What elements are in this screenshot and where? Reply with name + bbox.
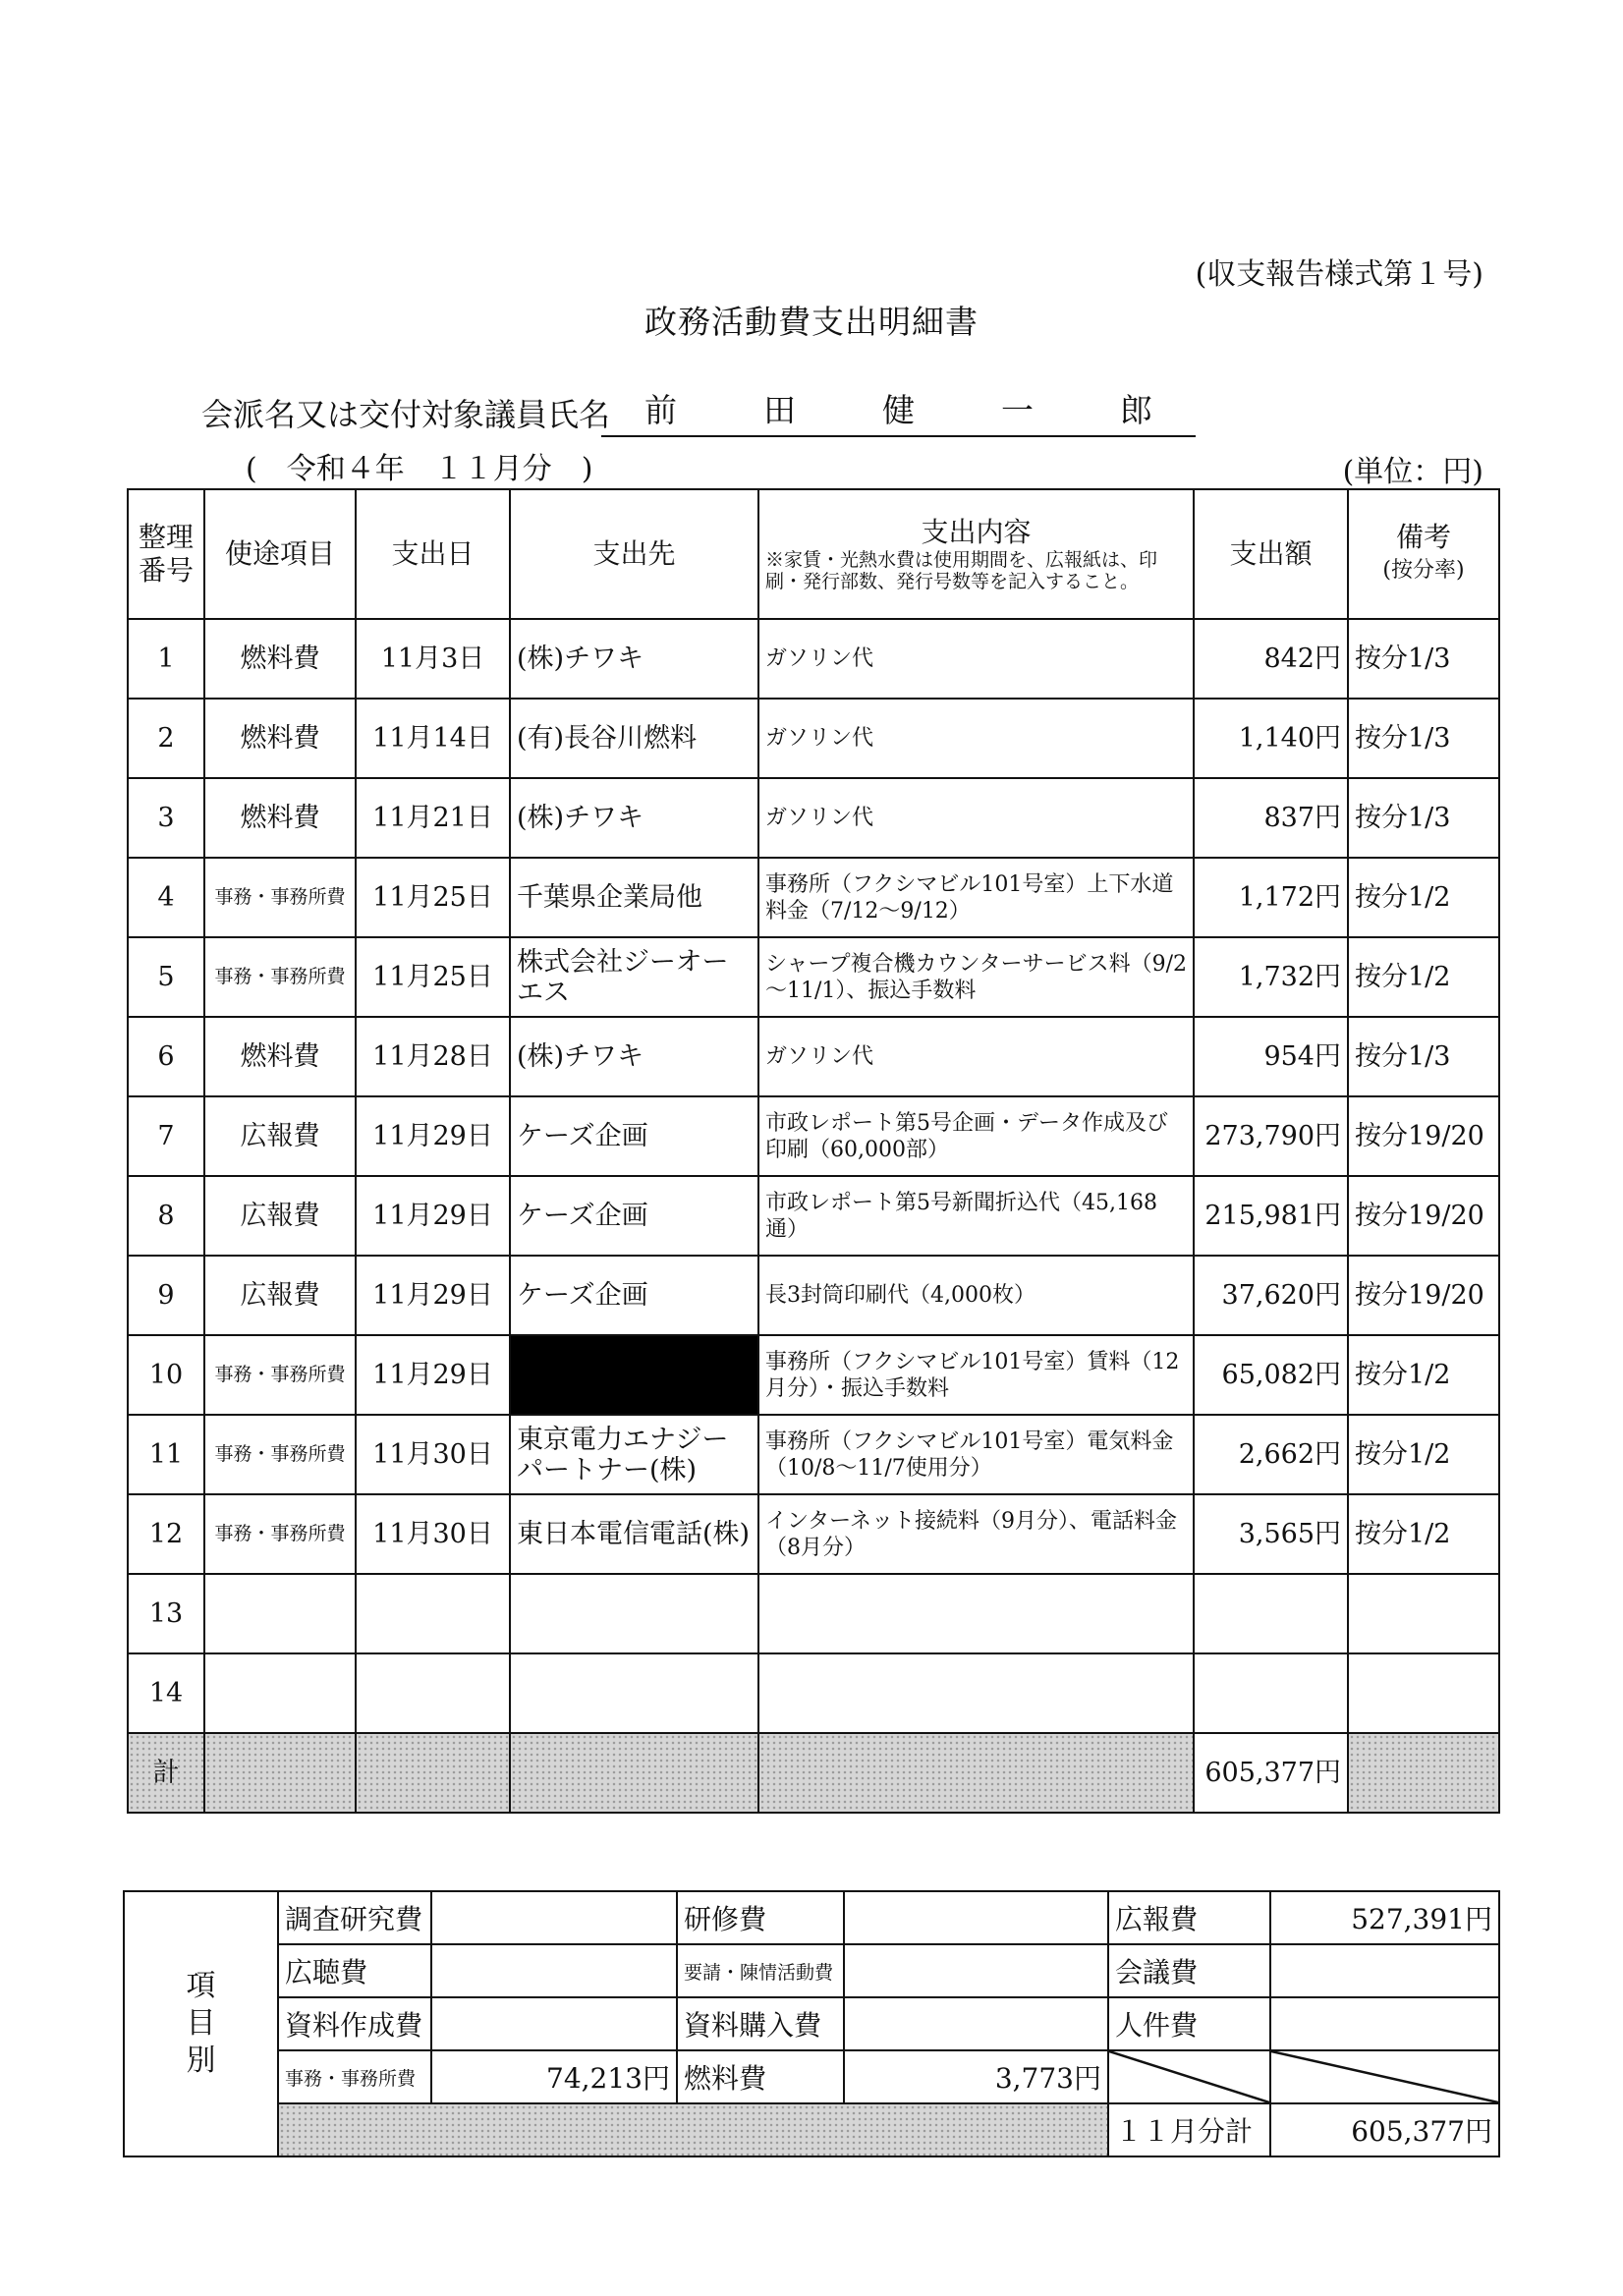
cell-content: シャープ複合機カウンターサービス料（9/2～11/1）、振込手数料 — [758, 937, 1194, 1017]
cell-content: 事務所（フクシマビル101号室）賃料（12月分）・振込手数料 — [758, 1335, 1194, 1415]
cell-no: 1 — [128, 619, 204, 699]
cell-content: 事務所（フクシマビル101号室）電気料金（10/8～11/7使用分） — [758, 1415, 1194, 1494]
cell-amount — [1194, 1574, 1348, 1653]
cell-no: 8 — [128, 1176, 204, 1256]
cell-payee: 東京電力エナジーパートナー(株) — [510, 1415, 758, 1494]
cell-item: 事務・事務所費 — [204, 1415, 356, 1494]
header-remarks-sub: (按分率) — [1382, 558, 1465, 583]
summary-category-label: 人件費 — [1108, 1997, 1270, 2050]
header-remarks-label: 備考 — [1395, 521, 1451, 553]
name-label: 会派名又は交付対象議員氏名 — [201, 396, 611, 433]
cell-content — [758, 1653, 1194, 1733]
cell-payee — [510, 1574, 758, 1653]
cell-amount: 65,082円 — [1194, 1335, 1348, 1415]
summary-category-label: 燃料費 — [677, 2050, 844, 2103]
cell-date: 11月14日 — [356, 699, 510, 778]
table-row — [128, 778, 1499, 858]
cell-remarks: 按分1/3 — [1348, 778, 1499, 858]
summary-row — [124, 1997, 1499, 2050]
cell-item: 広報費 — [204, 1256, 356, 1335]
table-row — [128, 699, 1499, 778]
cell-item: 事務・事務所費 — [204, 937, 356, 1017]
cell-date: 11月30日 — [356, 1494, 510, 1574]
cell-item: 燃料費 — [204, 699, 356, 778]
name-char: 郎 — [1120, 391, 1152, 429]
cell-remarks: 按分1/3 — [1348, 1017, 1499, 1096]
shaded-cell — [204, 1733, 356, 1813]
cell-content: 長3封筒印刷代（4,000枚） — [758, 1256, 1194, 1335]
cell-amount: 1,172円 — [1194, 858, 1348, 937]
cell-date: 11月29日 — [356, 1335, 510, 1415]
cell-no: 10 — [128, 1335, 204, 1415]
cell-date — [356, 1653, 510, 1733]
period: ( 令和４年 １１月分 ) — [246, 452, 593, 486]
name-char: 一 — [1001, 391, 1034, 429]
name-char: 健 — [882, 391, 915, 429]
summary-value — [431, 1944, 677, 1997]
form-number: (収支報告様式第１号) — [1195, 257, 1483, 292]
cell-date — [356, 1574, 510, 1653]
summary-category-label: 資料購入費 — [677, 1997, 844, 2050]
cell-remarks: 按分1/3 — [1348, 619, 1499, 699]
cell-no: 2 — [128, 699, 204, 778]
cell-date: 11月21日 — [356, 778, 510, 858]
summary-value — [1270, 1997, 1499, 2050]
cell-payee: 株式会社ジーオーエス — [510, 937, 758, 1017]
summary-value — [844, 1997, 1108, 2050]
table-row — [128, 619, 1499, 699]
table-row — [128, 937, 1499, 1017]
header-content — [758, 489, 1194, 619]
cell-date: 11月30日 — [356, 1415, 510, 1494]
total-label: 計 — [128, 1733, 204, 1813]
name-char: 前 — [644, 391, 677, 429]
summary-value — [1270, 1944, 1499, 1997]
cell-remarks: 按分19/20 — [1348, 1096, 1499, 1176]
cell-date: 11月25日 — [356, 937, 510, 1017]
cell-content — [758, 1574, 1194, 1653]
cell-amount: 3,565円 — [1194, 1494, 1348, 1574]
summary-category-label: 広聴費 — [278, 1944, 431, 1997]
crossed-out-cell — [1270, 2050, 1499, 2103]
header-date: 支出日 — [356, 489, 510, 619]
cell-amount: 837円 — [1194, 778, 1348, 858]
month-total-value: 605,377円 — [1270, 2103, 1499, 2156]
table-row — [128, 1653, 1499, 1733]
redacted-payee — [510, 1335, 758, 1415]
cell-amount: 37,620円 — [1194, 1256, 1348, 1335]
summary-row — [124, 2050, 1499, 2103]
cell-no: 6 — [128, 1017, 204, 1096]
summary-category-label: 調査研究費 — [278, 1891, 431, 1944]
cell-no: 14 — [128, 1653, 204, 1733]
cell-remarks: 按分1/2 — [1348, 858, 1499, 937]
cell-payee: (株)チワキ — [510, 1017, 758, 1096]
cell-remarks: 按分1/2 — [1348, 937, 1499, 1017]
cell-amount: 842円 — [1194, 619, 1348, 699]
category-summary-table — [123, 1890, 1500, 2157]
table-row — [128, 1256, 1499, 1335]
cell-date: 11月25日 — [356, 858, 510, 937]
summary-value: 74,213円 — [431, 2050, 677, 2103]
summary-total-row — [124, 2103, 1499, 2156]
cell-date: 11月3日 — [356, 619, 510, 699]
cell-payee: ケーズ企画 — [510, 1096, 758, 1176]
document-title: 政務活動費支出明細書 — [644, 303, 979, 341]
cell-item — [204, 1653, 356, 1733]
cell-item: 燃料費 — [204, 778, 356, 858]
header-amount: 支出額 — [1194, 489, 1348, 619]
header-content-label: 支出内容 — [921, 516, 1032, 548]
cell-content: ガソリン代 — [758, 778, 1194, 858]
summary-value — [844, 1891, 1108, 1944]
header-item: 使途項目 — [204, 489, 356, 619]
header-content-note: ※家賃・光熱水費は使用期間を、広報紙は、印刷・発行部数、発行号数等を記入すること。 — [765, 549, 1158, 592]
month-total-label: １１月分計 — [1108, 2103, 1270, 2156]
table-row — [128, 1096, 1499, 1176]
cell-remarks — [1348, 1653, 1499, 1733]
member-name — [601, 385, 1196, 437]
cell-remarks: 按分1/2 — [1348, 1415, 1499, 1494]
summary-category-label: 研修費 — [677, 1891, 844, 1944]
summary-value: 527,391円 — [1270, 1891, 1499, 1944]
cell-content: ガソリン代 — [758, 619, 1194, 699]
crossed-out-cell — [1108, 2050, 1270, 2103]
total-amount: 605,377円 — [1194, 1733, 1348, 1813]
table-row — [128, 1017, 1499, 1096]
summary-row — [124, 1944, 1499, 1997]
cell-item: 事務・事務所費 — [204, 858, 356, 937]
cell-amount: 954円 — [1194, 1017, 1348, 1096]
cell-content: インターネット接続料（9月分）、電話料金（8月分） — [758, 1494, 1194, 1574]
cell-date: 11月28日 — [356, 1017, 510, 1096]
summary-value — [844, 1944, 1108, 1997]
cell-remarks: 按分1/3 — [1348, 699, 1499, 778]
summary-value — [431, 1997, 677, 2050]
cell-item: 広報費 — [204, 1096, 356, 1176]
table-row — [128, 1574, 1499, 1653]
cell-item: 燃料費 — [204, 1017, 356, 1096]
cell-remarks — [1348, 1574, 1499, 1653]
expense-table — [127, 488, 1500, 1814]
cell-content: ガソリン代 — [758, 699, 1194, 778]
cell-date: 11月29日 — [356, 1176, 510, 1256]
header-payee: 支出先 — [510, 489, 758, 619]
shaded-cell — [356, 1733, 510, 1813]
shaded-cell — [278, 2103, 1108, 2156]
table-row — [128, 1176, 1499, 1256]
cell-payee: (有)長谷川燃料 — [510, 699, 758, 778]
cell-content: ガソリン代 — [758, 1017, 1194, 1096]
table-row — [128, 858, 1499, 937]
cell-payee: (株)チワキ — [510, 619, 758, 699]
cell-no: 12 — [128, 1494, 204, 1574]
cell-payee: (株)チワキ — [510, 778, 758, 858]
header-no: 整理 番号 — [128, 489, 204, 619]
summary-category-label: 会議費 — [1108, 1944, 1270, 1997]
summary-value: 3,773円 — [844, 2050, 1108, 2103]
cell-payee: ケーズ企画 — [510, 1176, 758, 1256]
header-remarks — [1348, 489, 1499, 619]
cell-amount: 2,662円 — [1194, 1415, 1348, 1494]
cell-date: 11月29日 — [356, 1256, 510, 1335]
cell-item: 事務・事務所費 — [204, 1494, 356, 1574]
cell-no: 13 — [128, 1574, 204, 1653]
shaded-cell — [758, 1733, 1194, 1813]
cell-date: 11月29日 — [356, 1096, 510, 1176]
cell-amount: 215,981円 — [1194, 1176, 1348, 1256]
summary-category-label: 要請・陳情活動費 — [677, 1944, 844, 1997]
cell-content: 事務所（フクシマビル101号室）上下水道料金（7/12～9/12） — [758, 858, 1194, 937]
cell-item — [204, 1574, 356, 1653]
cell-payee — [510, 1653, 758, 1733]
cell-item: 広報費 — [204, 1176, 356, 1256]
cell-item: 燃料費 — [204, 619, 356, 699]
summary-category-label: 広報費 — [1108, 1891, 1270, 1944]
cell-amount: 1,140円 — [1194, 699, 1348, 778]
summary-category-label: 事務・事務所費 — [278, 2050, 431, 2103]
cell-remarks: 按分19/20 — [1348, 1176, 1499, 1256]
cell-payee: 千葉県企業局他 — [510, 858, 758, 937]
unit-label: (単位：円) — [1342, 455, 1483, 489]
cell-remarks: 按分19/20 — [1348, 1256, 1499, 1335]
shaded-cell — [1348, 1733, 1499, 1813]
cell-remarks: 按分1/2 — [1348, 1335, 1499, 1415]
cell-amount: 1,732円 — [1194, 937, 1348, 1017]
cell-content: 市政レポート第5号新聞折込代（45,168通） — [758, 1176, 1194, 1256]
header-row — [128, 489, 1499, 619]
summary-category-label: 資料作成費 — [278, 1997, 431, 2050]
cell-no: 11 — [128, 1415, 204, 1494]
table-row — [128, 1494, 1499, 1574]
cell-payee: ケーズ企画 — [510, 1256, 758, 1335]
cell-no: 4 — [128, 858, 204, 937]
cell-payee: 東日本電信電話(株) — [510, 1494, 758, 1574]
cell-content: 市政レポート第5号企画・データ作成及び印刷（60,000部） — [758, 1096, 1194, 1176]
cell-amount — [1194, 1653, 1348, 1733]
summary-row — [124, 1891, 1499, 1944]
summary-value — [431, 1891, 677, 1944]
cell-no: 3 — [128, 778, 204, 858]
cell-remarks: 按分1/2 — [1348, 1494, 1499, 1574]
table-row — [128, 1335, 1499, 1415]
cell-item: 事務・事務所費 — [204, 1335, 356, 1415]
name-char: 田 — [763, 391, 796, 429]
cell-no: 9 — [128, 1256, 204, 1335]
total-row — [128, 1733, 1499, 1813]
cell-no: 5 — [128, 937, 204, 1017]
table-row — [128, 1415, 1499, 1494]
shaded-cell — [510, 1733, 758, 1813]
summary-section-label: 項 目 別 — [124, 1891, 278, 2156]
cell-no: 7 — [128, 1096, 204, 1176]
cell-amount: 273,790円 — [1194, 1096, 1348, 1176]
